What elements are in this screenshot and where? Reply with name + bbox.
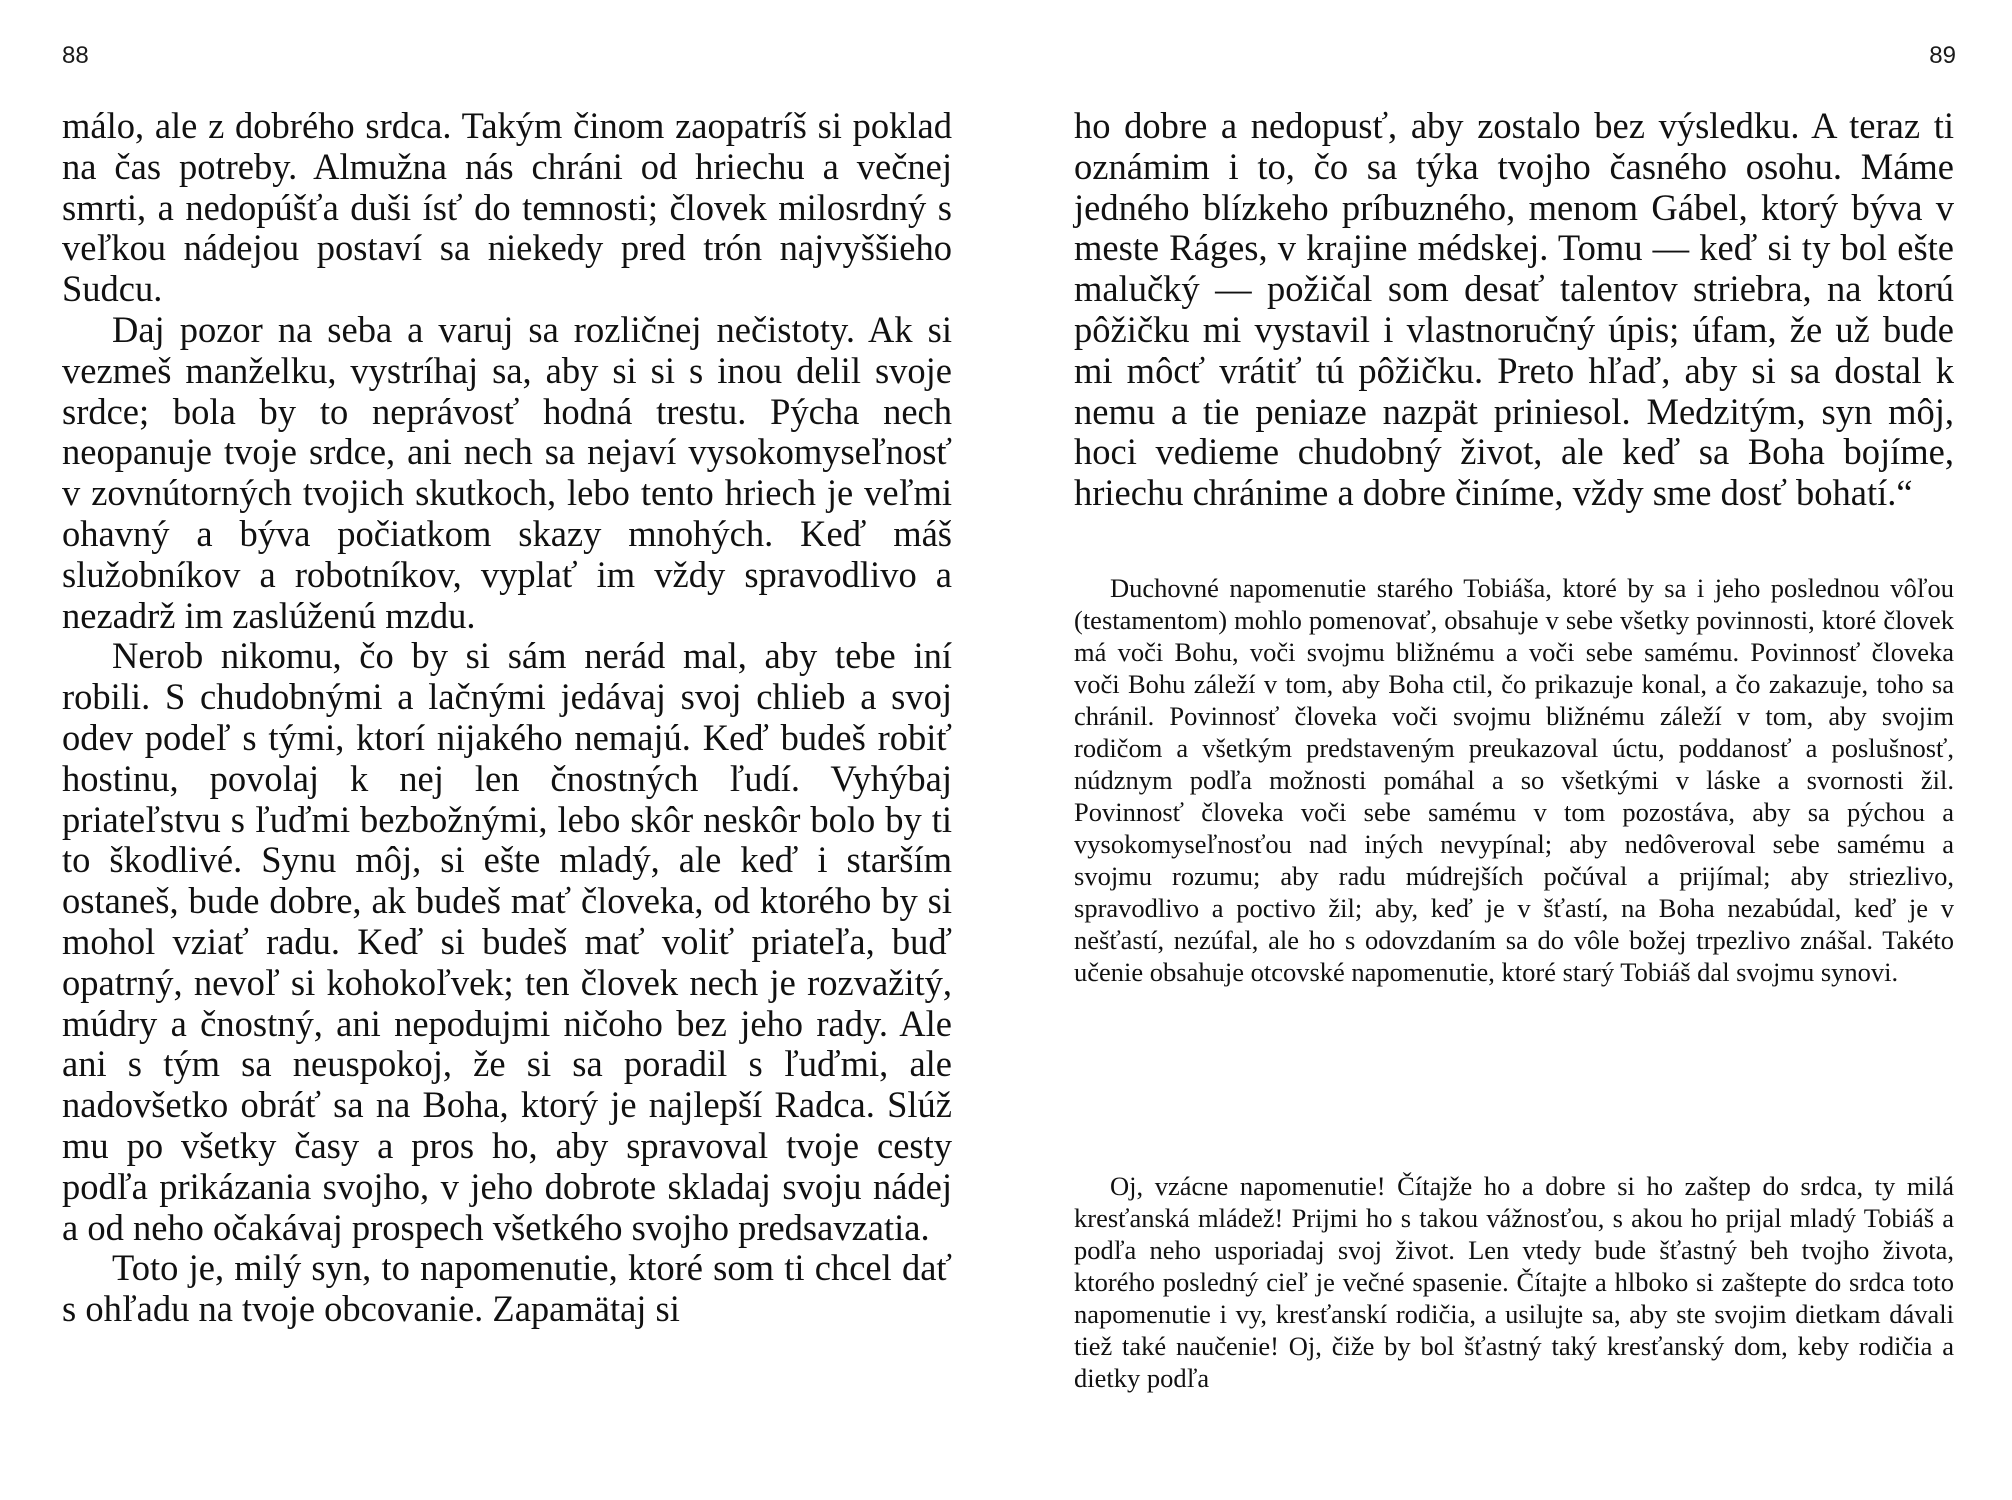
main-text-block	[62, 106, 952, 1330]
page-number: 88	[62, 42, 89, 69]
paragraph: málo, ale z dobrého srdca. Takým činom zaopatríš si poklad na čas potreby. Almužna nás chráni od hriechu a večnej smrti, a nedopúšťa duši ísť do temnosti; človek milosrdný s veľkou nádejou postaví sa niekedy pred trón najvyššieho Sudcu.	[62, 105, 952, 310]
paragraph: Daj pozor na seba a varuj sa rozličnej nečistoty. Ak si vezmeš manželku, vystríhaj sa, aby si si s inou delil svoje srdce; bola by to neprávosť hodná trestu. Pýcha nech neopanuje tvoje srdce, ani nech sa nejaví vysokomyseľnosť v zovnútorných tvojich skutkoch, lebo tento hriech je veľmi ohavný a býva počiatkom skazy mnohých. Keď máš služobníkov a robotníkov, vyplať im vždy spravodlivo a nezadrž im zaslúženú mzdu.	[62, 308, 952, 636]
paragraph: ho dobre a nedopusť, aby zostalo bez výsledku. A teraz ti oznámim i to, čo sa týka tvojho časného osohu. Máme jedného blízkeho príbuzného, menom Gábel, ktorý býva v meste Ráges, v krajine médskej. Tomu — keď si ty bol ešte malučký — požičal som desať talentov striebra, na ktorú pôžičku mi vystavil i vlastnoručný úpis; úfam, že už bude mi môcť vrátiť tú pôžičku. Preto hľaď, aby si sa dostal k nemu a tie peniaze nazpät priniesol. Medzitým, syn môj, hoci vedieme chudobný život, ale keď sa Boha bojíme, hriechu chránime a dobre činíme, vždy sme dosť bohatí.“	[1074, 105, 1954, 514]
page-number: 89	[1929, 42, 1956, 69]
right-page	[1006, 0, 2012, 1500]
commentary-block	[1074, 572, 1954, 988]
paragraph: Nerob nikomu, čo by si sám nerád mal, aby tebe iní robili. S chudobnými a lačnými jedávaj svoj chlieb a svoj odev podeľ s tými, ktorí nijakého nemajú. Keď budeš robiť hostinu, povolaj k nej len čnostných ľudí. Vyhýbaj priateľstvu s ľuďmi bezbožnými, lebo skôr neskôr bolo by ti to škodlivé. Synu môj, si ešte mladý, ale keď i starším ostaneš, bude dobre, ak budeš mať človeka, od ktorého by si mohol vziať radu. Keď si budeš mať voliť priateľa, buď opatrný, nevoľ si kohokoľvek; ten človek nech je rozvažitý, múdry a čnostný, ani nepodujmi ničoho bez jeho rady. Ale ani s tým sa neuspokoj, že si sa poradil s ľuďmi, ale nadovšetko obráť sa na Boha, ktorý je najlepší Radca. Slúž mu po všetky časy a pros ho, aby spravoval tvoje cesty podľa prikázania svojho, v jeho dobrote skladaj svoju nádej a od neho očakávaj prospech všetkého svojho predsavzatia.	[62, 635, 952, 1248]
commentary-paragraph: Oj, vzácne napomenutie! Čítajže ho a dobre si ho zaštep do srdca, ty milá kresťanská mládež! Prijmi ho s takou vážnosťou, s akou ho prijal mladý Tobiáš a podľa neho usporiadaj svoj život. Len vtedy bude šťastný beh tvojho života, ktorého posledný cieľ je večné spasenie. Čítajte a hlboko si zaštepte do srdca toto napomenutie i vy, kresťanskí rodičia, a usilujte sa, aby ste svojim dietkam dávali tiež také naučenie! Oj, čiže by bol šťastný taký kresťanský dom, keby rodičia a dietky podľa	[1074, 1171, 1954, 1393]
commentary-paragraph: Duchovné napomenutie starého Tobiáša, ktoré by sa i jeho poslednou vôľou (testamentom) mohlo pomenovať, obsahuje v sebe všetky povinnosti, ktoré človek má voči Bohu, voči svojmu bližnému a voči sebe samému. Povinnosť človeka voči Bohu záleží v tom, aby Boha ctil, čo prikazuje konal, a čo zakazuje, toho sa chránil. Povinnosť človeka voči svojmu bližnému záleží v tom, aby svojim rodičom a všetkým predstaveným preukazoval úctu, poddanosť a poslušnosť, núdznym podľa možnosti pomáhal a so všetkými v láske a svornosti žil. Povinnosť človeka voči sebe samému v tom pozostáva, aby sa pýchou a vysokomyseľnosťou nad iných nevypínal; aby nedôveroval sebe samému a svojmu rozumu; aby radu múdrejších počúval a prijímal; aby striezlivo, spravodlivo a poctivo žil; aby, keď je v šťastí, na Boha nezabúdal, keď je v nešťastí, nezúfal, ale ho s odovzdaním sa do vôle božej trpezlivo znášal. Takéto učenie obsahuje otcovské napomenutie, ktoré starý Tobiáš dal svojmu synovi.	[1074, 573, 1954, 987]
main-text-block	[1074, 106, 1954, 514]
paragraph: Toto je, milý syn, to napomenutie, ktoré som ti chcel dať s ohľadu na tvoje obcovanie. Zapamätaj si	[62, 1247, 952, 1330]
commentary-block	[1074, 1170, 1954, 1394]
